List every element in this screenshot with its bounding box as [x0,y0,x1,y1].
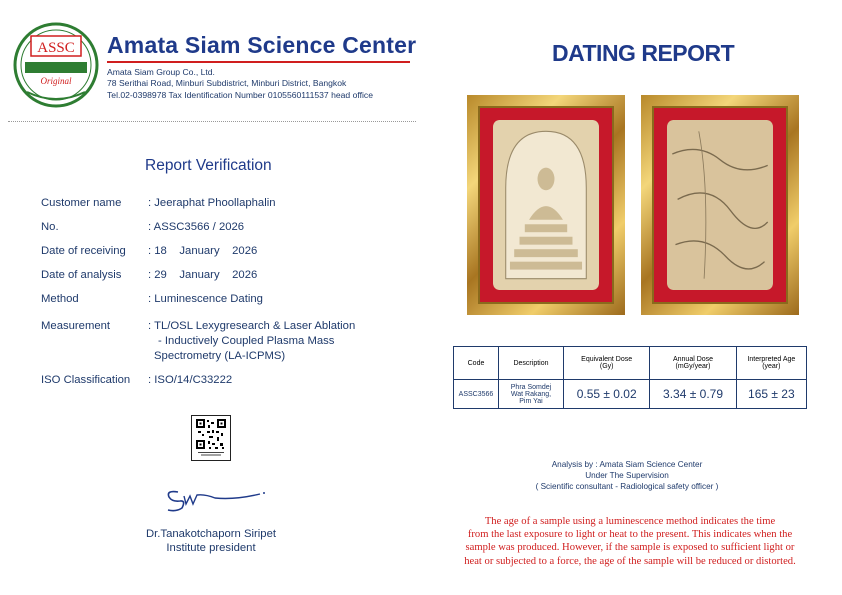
logo-sub: Original [40,76,72,86]
dating-table [453,346,807,409]
field-value-iso: : ISO/14/C33222 [148,374,233,386]
field-label-analysis: Date of analysis [41,269,122,281]
report-title: DATING REPORT [552,40,735,66]
verification-title: Report Verification [145,157,272,174]
col-eq-unit: (Gy) [599,363,614,370]
col-interpreted-age [736,347,806,380]
cell-description [499,380,564,409]
disclaimer-note [420,515,840,568]
note-line-2: from the last exposure to light or heat to the present. This indicates when the [467,529,793,541]
qr-code[interactable] [191,415,231,461]
amulet-back-photo [641,95,799,315]
note-line-4: heat or subjected to a force, the age of the sample will be reduced or distorted. [464,555,796,567]
field-label-no: No. [41,221,59,233]
field-value-measurement-3: Spectrometry (LA-ICPMS) [154,350,286,362]
col-description: Description [499,347,564,380]
cell-annual-dose: 3.34 ± 0.79 [650,380,736,409]
qr-pattern [196,419,226,457]
signer-name: Dr.Tanakotchaporn Siripet [146,528,276,540]
cell-equivalent-dose: 0.55 ± 0.02 [564,380,650,409]
signature [160,484,270,514]
header-divider [8,121,416,122]
org-line-3: Tel.02-0398978 Tax Identification Number 0105560111537 head office [107,90,373,100]
note-line-3: sample was produced. However, if the sample is exposed to sufficient light or [465,542,795,554]
desc-line-3: Pim Yai [519,397,543,405]
analysis-line-3: ( Scientific consultant - Radiological safety officer ) [535,482,719,491]
analysis-line-2: Under The Supervision [585,471,669,480]
amulet-front-photo [467,95,625,315]
field-value-no: : ASSC3566 / 2026 [148,221,245,233]
signer-block [140,527,282,555]
field-label-received: Date of receiving [41,245,126,257]
col-age-unit: (year) [762,363,781,370]
desc-line-1: Phra Somdej [510,383,552,391]
col-annual-dose [650,347,736,380]
table-row [454,380,807,409]
amulet-front-image [493,120,599,290]
field-label-measurement: Measurement [41,320,111,332]
field-value-received: : 18 January 2026 [148,245,258,257]
analysis-block [452,459,802,492]
col-age-title: Interpreted Age [747,356,796,363]
col-code: Code [454,347,499,380]
col-eq-title: Equivalent Dose [581,356,633,363]
cell-code: ASSC3566 [454,380,499,409]
org-name: Amata Siam Science Center [107,32,417,58]
note-line-1: The age of a sample using a luminescence method indicates the time [484,516,776,527]
field-value-analysis: : 29 January 2026 [148,269,258,281]
assc-logo [13,22,99,108]
field-label-method: Method [41,293,79,305]
org-line-1: Amata Siam Group Co., Ltd. [107,67,215,77]
org-line-2: 78 Serithai Road, Minburi Subdistrict, Minburi District, Bangkok [107,78,347,88]
field-label-iso: ISO Classification [41,374,131,386]
field-value-method: : Luminescence Dating [148,293,263,305]
col-annual-title: Annual Dose [672,356,714,363]
col-annual-unit: (mGy/year) [675,363,711,370]
table-header-row [454,347,807,380]
desc-line-2: Wat Rakang, [510,390,552,398]
signer-role: Institute president [166,542,256,554]
field-label-customer: Customer name [41,197,122,209]
field-value-measurement: : TL/OSL Lexygresearch & Laser Ablation [148,320,356,332]
field-value-measurement-2: - Inductively Coupled Plasma Mass [158,335,335,347]
logo-text: ASSC [37,40,75,56]
analysis-line-1: Analysis by : Amata Siam Science Center [551,460,703,469]
col-equivalent-dose [564,347,650,380]
field-value-customer: : Jeeraphat Phoollaphalin [148,197,276,209]
header-rule [107,61,410,63]
cell-interpreted-age: 165 ± 23 [736,380,806,409]
amulet-back-image [667,120,773,290]
